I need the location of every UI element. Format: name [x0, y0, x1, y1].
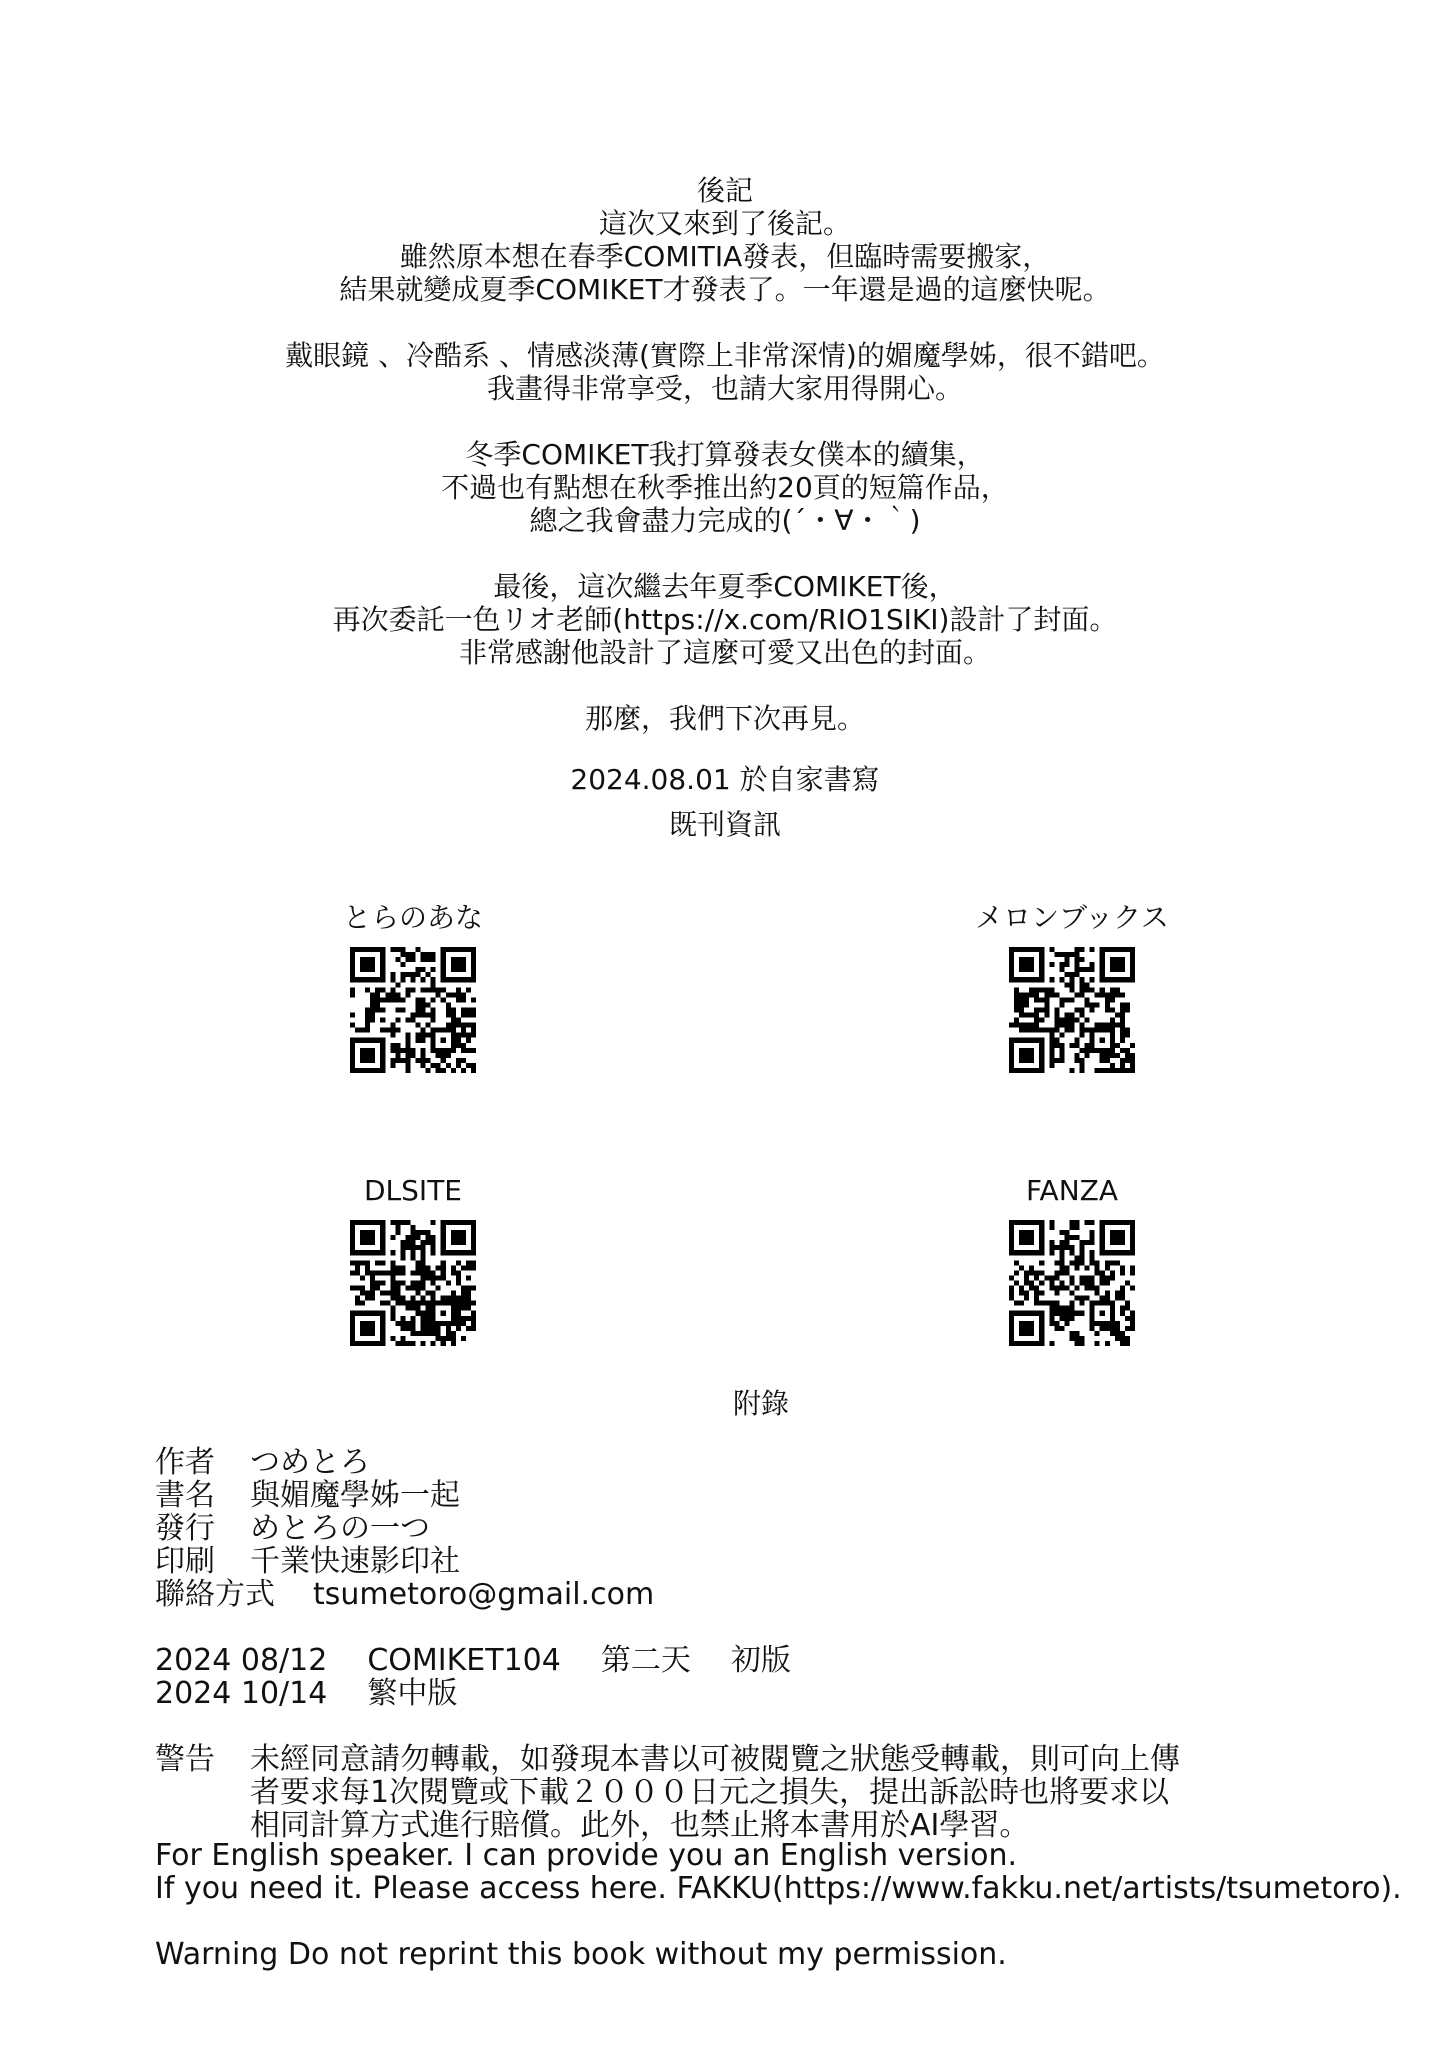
qr-dlsite — [263, 1174, 563, 1346]
afterword-line: 雖然原本想在春季COMITIA發表，但臨時需要搬家， — [399, 240, 1051, 273]
afterword-signature: 2024.08.01 於自家書寫 — [570, 763, 880, 796]
author-value: つめとろ — [250, 1445, 370, 1480]
warning-block — [155, 1743, 1355, 1842]
publisher-value: めとろの一つ — [250, 1511, 430, 1546]
colophon-publisher-row — [155, 1512, 1355, 1545]
printer-value: 千業快速影印社 — [250, 1544, 460, 1579]
title-label: 書名 — [155, 1478, 215, 1513]
publisher-label: 發行 — [155, 1511, 215, 1546]
warning-text — [250, 1743, 1355, 1842]
afterword-closing: 那麼，我們下次再見。 — [584, 702, 865, 735]
afterword-line: 戴眼鏡 、冷酷系 、情感淡薄(實際上非常深情)的媚魔學姊，很不錯吧。 — [285, 339, 1165, 372]
qr-fanza — [922, 1174, 1222, 1346]
store-label-melonbooks: メロンブックス — [975, 901, 1169, 934]
afterword-line: 再次委託一色リオ老師(https://x.com/RIO1SIKI)設計了封面。 — [332, 603, 1118, 636]
edition-row-2 — [155, 1677, 1355, 1710]
contact-value: tsumetoro@gmail.com — [313, 1577, 655, 1612]
qr-code-icon — [1009, 947, 1135, 1073]
edition1-event: COMIKET104 — [367, 1643, 561, 1678]
afterword-line: 最後，這次繼去年夏季COMIKET後， — [493, 570, 957, 603]
afterword-line: 總之我會盡力完成的(´・∀・｀) — [529, 504, 921, 537]
edition-row-1 — [155, 1644, 1355, 1677]
afterword-line: 我畫得非常享受，也請大家用得開心。 — [486, 372, 963, 405]
published-heading — [0, 808, 1450, 841]
warning-line: 相同計算方式進行賠償。此外，也禁止將本書用於AI學習。 — [250, 1808, 1030, 1843]
english-line-1: For English speaker. I can provide you an English version. — [155, 1838, 1018, 1873]
colophon-author-row — [155, 1446, 1355, 1479]
appendix-heading-text: 附錄 — [732, 1387, 789, 1420]
colophon-title-row — [155, 1479, 1355, 1512]
qr-code-icon — [350, 1220, 476, 1346]
afterword-title: 後記 — [696, 174, 753, 207]
published-heading-text: 既刊資訊 — [668, 808, 781, 841]
english-line-3: Warning Do not reprint this book without my permission. — [155, 1937, 1007, 1972]
title-value: 與媚魔學姊一起 — [250, 1478, 460, 1513]
afterword-line: 不過也有點想在秋季推出約20頁的短篇作品， — [441, 471, 1009, 504]
colophon-contact-row — [155, 1578, 1355, 1611]
store-label-toranoana: とらのあな — [342, 901, 483, 934]
qr-melonbooks — [922, 901, 1222, 1073]
qr-code-icon — [350, 947, 476, 1073]
english-line-2: If you need it. Please access here. FAKKU(https://www.fakku.net/artists/tsumetoro). — [155, 1871, 1402, 1906]
edition1-version: 初版 — [730, 1643, 791, 1678]
colophon — [155, 1446, 1355, 1842]
edition1-day: 第二天 — [600, 1643, 691, 1678]
afterword-section — [0, 174, 1450, 796]
afterword-line: 冬季COMIKET我打算發表女僕本的續集， — [465, 438, 985, 471]
appendix-heading — [36, 1387, 1450, 1420]
warning-line: 未經同意請勿轉載，如發現本書以可被閱覽之狀態受轉載，則可向上傳 — [250, 1742, 1180, 1777]
author-label: 作者 — [155, 1445, 215, 1480]
afterword-line: 這次又來到了後記。 — [598, 207, 851, 240]
qr-toranoana — [263, 901, 563, 1073]
edition1-date: 2024 08/12 — [155, 1643, 328, 1678]
english-notice — [155, 1839, 1402, 1971]
afterword-line: 結果就變成夏季COMIKET才發表了。一年還是過的這麼快呢。 — [339, 273, 1111, 306]
printer-label: 印刷 — [155, 1544, 215, 1579]
qr-code-icon — [1009, 1220, 1135, 1346]
colophon-printer-row — [155, 1545, 1355, 1578]
edition2-date: 2024 10/14 — [155, 1676, 328, 1711]
warning-label: 警告 — [155, 1742, 215, 1777]
edition2-version: 繁中版 — [367, 1676, 458, 1711]
contact-label: 聯絡方式 — [155, 1577, 275, 1612]
store-label-fanza: FANZA — [1026, 1174, 1118, 1207]
store-label-dlsite: DLSITE — [364, 1174, 462, 1207]
afterword-line: 非常感謝他設計了這麼可愛又出色的封面。 — [458, 636, 991, 669]
warning-line: 者要求每1次閱覽或下載２０００日元之損失，提出訴訟時也將要求以 — [250, 1775, 1170, 1810]
